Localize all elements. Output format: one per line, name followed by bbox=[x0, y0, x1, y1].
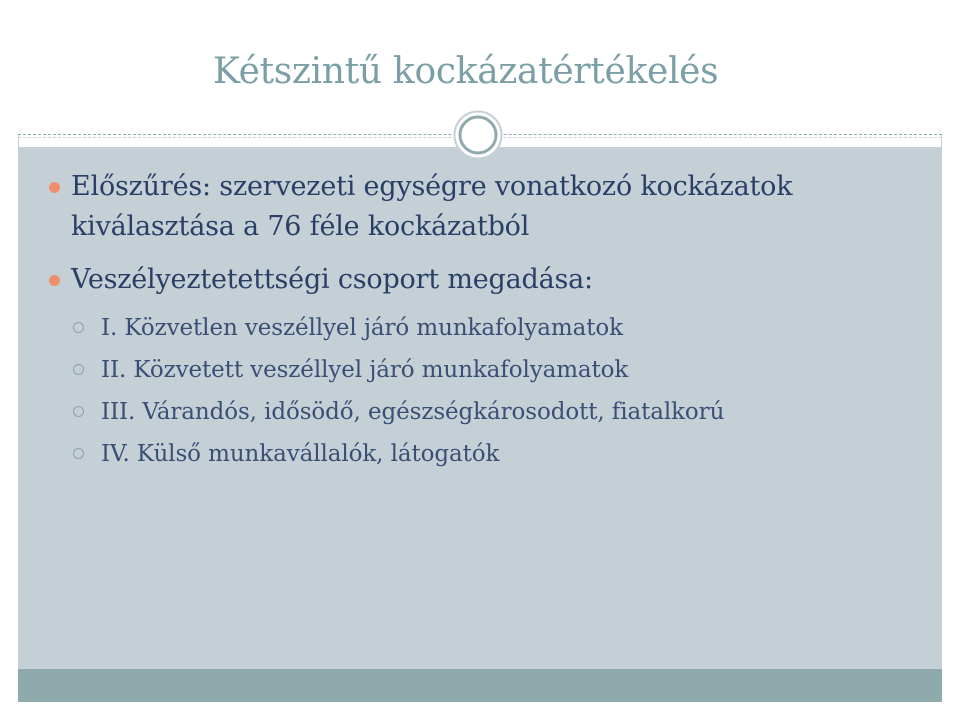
hollow-circle-bullet-icon bbox=[73, 448, 84, 459]
slide-title: Kétszintű kockázatértékelés bbox=[213, 51, 719, 92]
hollow-circle-bullet-icon bbox=[73, 322, 84, 333]
filled-circle-bullet-icon bbox=[49, 182, 60, 193]
hollow-circle-bullet-icon bbox=[73, 364, 84, 375]
hollow-circle-bullet-icon bbox=[73, 406, 84, 417]
footer-band bbox=[18, 669, 942, 702]
sub-list-item bbox=[73, 307, 913, 349]
sub-list-item-text: IV. Külső munkavállalók, látogatók bbox=[101, 441, 500, 467]
sub-list-item bbox=[73, 433, 913, 475]
double-circle-ornament-icon bbox=[453, 110, 503, 160]
list-item bbox=[49, 260, 909, 300]
sub-list-item-text: II. Közvetett veszéllyel járó munkafolyamatok bbox=[101, 357, 629, 383]
list-item-text: Veszélyeztetettségi csoport megadása: bbox=[71, 264, 593, 295]
sub-list-item bbox=[73, 391, 913, 433]
sub-list-item bbox=[73, 349, 913, 391]
list-item-text: Előszűrés: szervezeti egységre vonatkozó kockázatok kiválasztása a 76 féle kockázatból bbox=[71, 171, 793, 242]
filled-circle-bullet-icon bbox=[49, 275, 60, 286]
sub-list-item-text: III. Várandós, idősödő, egészségkárosodott, fiatalkorú bbox=[101, 399, 725, 425]
list-item bbox=[49, 167, 909, 247]
sub-list-item-text: I. Közvetlen veszéllyel járó munkafolyamatok bbox=[101, 315, 623, 341]
